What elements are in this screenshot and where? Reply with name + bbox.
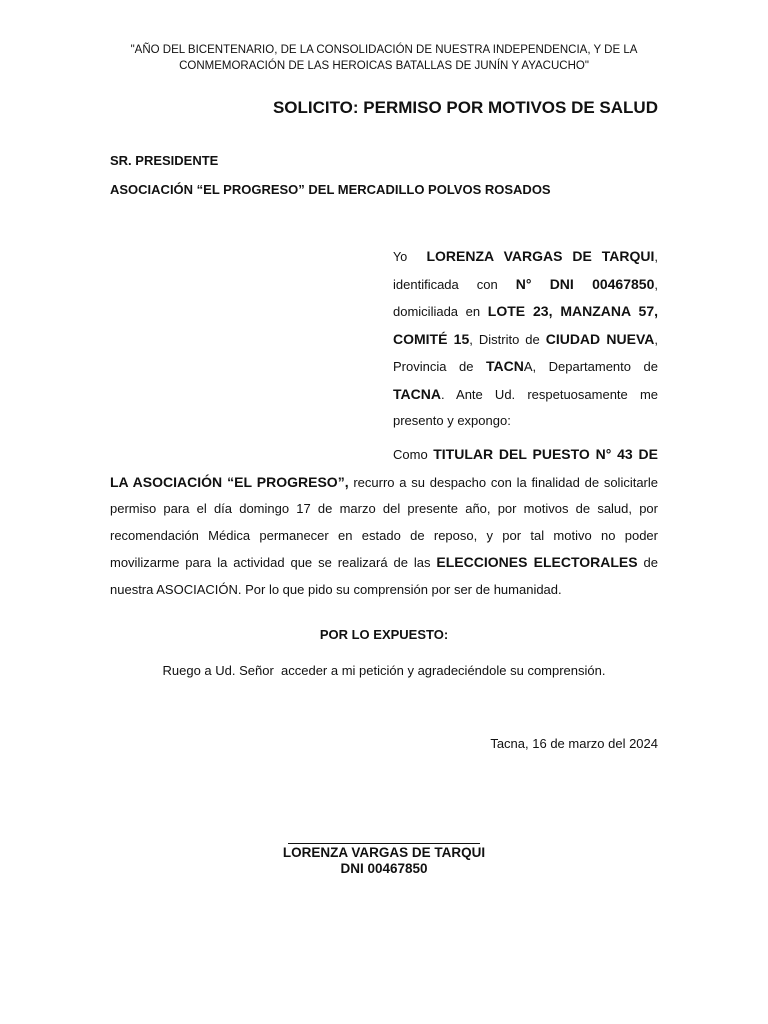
body-text-end: de nuestra ASOCIACIÓN. Por lo que pido su comprensión por ser de humanidad. xyxy=(110,555,658,597)
applicant-name: LORENZA VARGAS DE TARQUI xyxy=(426,248,655,264)
year-motto-line-1: "AÑO DEL BICENTENARIO, DE LA CONSOLIDACIÓN DE NUESTRA INDEPENDENCIA, Y DE LA xyxy=(130,44,638,56)
body-como: Como xyxy=(393,447,428,462)
intro-paragraph xyxy=(393,243,658,435)
expuesto-heading: POR LO EXPUESTO: xyxy=(319,627,449,642)
intro-text-identified: , identificada con xyxy=(393,249,658,292)
intro-text-closing: . Ante Ud. respetuosamente me presento y expongo: xyxy=(393,386,658,428)
year-motto xyxy=(110,42,658,74)
body-elecciones: ELECCIONES ELECTORALES xyxy=(436,554,638,570)
intro-text-province: , Provincia de xyxy=(393,331,658,374)
intro-yo: Yo xyxy=(393,250,408,264)
ruego-paragraph: Ruego a Ud. Señor acceder a mi petición y agradeciéndole su comprensión. xyxy=(162,663,606,678)
request-title: SOLICITO: PERMISO POR MOTIVOS DE SALUD xyxy=(272,98,658,117)
intro-text-district: , Distrito de xyxy=(469,331,540,347)
signature-line xyxy=(288,843,480,844)
date-line: Tacna, 16 de marzo del 2024 xyxy=(490,736,658,751)
addressee-organization: ASOCIACIÓN “EL PROGRESO” DEL MERCADILLO POLVOS ROSADOS xyxy=(110,182,551,197)
applicant-province-bold: TACN xyxy=(485,358,524,374)
applicant-department: TACNA xyxy=(393,385,441,402)
intro-text-province-rest: A, Departamento de xyxy=(523,359,658,374)
request-body-paragraph xyxy=(110,441,658,603)
signature-dni: DNI 00467850 xyxy=(340,861,428,876)
applicant-dni: N° DNI 00467850 xyxy=(515,275,655,292)
applicant-address: LOTE 23, MANZANA 57, COMITÉ 15 xyxy=(393,303,658,347)
body-titular: TITULAR DEL PUESTO N° 43 DE LA ASOCIACIÓN “EL PROGRESO”, xyxy=(110,446,658,490)
year-motto-line-2: CONMEMORACIÓN DE LAS HEROICAS BATALLAS DE JUNÍN Y AYACUCHO" xyxy=(179,60,589,72)
intro-text-domiciled: , domiciliada en xyxy=(393,276,658,319)
signature-name: LORENZA VARGAS DE TARQUI xyxy=(282,845,486,860)
body-text-main: recurro a su despacho con la finalidad de solicitarle permiso para el día domingo 17 de marzo del presente año, por motivos de salud, por recomendación Médica permanecer en estado de reposo, y por tal motivo no poder movilizarme para la actividad que se realizará de las xyxy=(110,474,659,570)
applicant-district: CIUDAD NUEVA xyxy=(545,330,655,347)
addressee-title: SR. PRESIDENTE xyxy=(110,153,219,168)
